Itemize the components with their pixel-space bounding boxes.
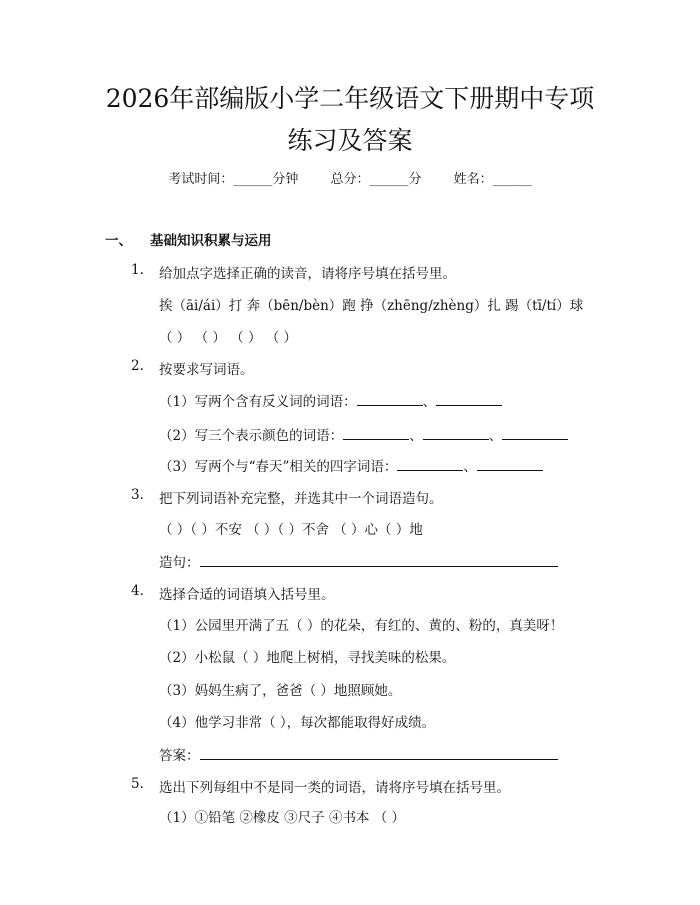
exam-time: 考试时间：______分钟 bbox=[168, 172, 299, 187]
answer-blank[interactable] bbox=[502, 427, 568, 440]
q1-pinyin-line: 挨（āi/ái）打 奔（bēn/bèn）跑 挣（zhēng/zhèng）扎 踢（tī/tí）球 bbox=[159, 298, 584, 314]
name-blank[interactable]: ______ bbox=[492, 172, 532, 187]
q5-subquestion-1: （1）①铅笔 ②橡皮 ③尺子 ④书本 （ ） bbox=[159, 810, 406, 826]
sentence-blank[interactable] bbox=[200, 554, 558, 567]
answer-blank[interactable] bbox=[200, 747, 558, 760]
answer-blank[interactable] bbox=[357, 393, 423, 406]
exam-meta bbox=[0, 168, 700, 187]
answer-blank[interactable] bbox=[397, 458, 463, 471]
score-blank[interactable]: ______ bbox=[369, 172, 409, 187]
title-line-1: 2026年部编版小学二年级语文下册期中专项 bbox=[105, 84, 595, 113]
answer-blank[interactable] bbox=[436, 393, 502, 406]
title-line-2: 练习及答案 bbox=[287, 126, 413, 155]
student-name: 姓名：______ bbox=[453, 172, 532, 187]
answer-blank[interactable] bbox=[343, 427, 409, 440]
q4-subquestion-4: （4）他学习非常（ ），每次都能取得好成绩。 bbox=[159, 715, 436, 731]
question-3: 3. 把下列词语补充完整，并选其中一个词语造句。 bbox=[131, 487, 443, 507]
time-blank[interactable]: ______ bbox=[233, 172, 273, 187]
q3-word-blanks[interactable]: （ ）（ ）不安 （ ）（ ）不舍 （ ）心（ ）地 bbox=[159, 522, 423, 538]
document-title bbox=[0, 78, 700, 162]
q4-subquestion-1: （1）公园里开满了五（ ）的花朵，有红的、黄的、粉的，真美呀！ bbox=[159, 618, 564, 634]
answer-blank[interactable] bbox=[423, 427, 489, 440]
question-5: 5. 选出下列每组中不是同一类的词语，请将序号填在括号里。 bbox=[131, 776, 510, 796]
answer-blank[interactable] bbox=[477, 458, 543, 471]
q1-answer-brackets[interactable]: （ ） （ ） （ ） （ ） bbox=[159, 330, 298, 346]
section-heading: 一、 基础知识积累与运用 bbox=[105, 233, 272, 249]
question-2: 2. 按要求写词语。 bbox=[131, 358, 254, 378]
q2-subquestion-3: （3）写两个与“春天”相关的四字词语： 、 bbox=[159, 455, 543, 475]
q4-subquestion-2: （2）小松鼠（ ）地爬上树梢，寻找美味的松果。 bbox=[159, 650, 456, 666]
question-4: 4. 选择合适的词语填入括号里。 bbox=[131, 583, 335, 603]
q4-subquestion-3: （3）妈妈生病了，爸爸（ ）地照顾她。 bbox=[159, 683, 402, 699]
q4-answer-line: 答案： bbox=[159, 744, 558, 764]
total-score: 总分：______分 bbox=[330, 172, 422, 187]
q3-sentence-line: 造句： bbox=[159, 551, 558, 571]
question-1: 1. 给加点字选择正确的读音，请将序号填在括号里。 bbox=[131, 262, 456, 282]
q2-subquestion-1: （1）写两个含有反义词的词语： 、 bbox=[159, 390, 502, 410]
q2-subquestion-2: （2）写三个表示颜色的词语： 、 、 bbox=[159, 424, 568, 444]
